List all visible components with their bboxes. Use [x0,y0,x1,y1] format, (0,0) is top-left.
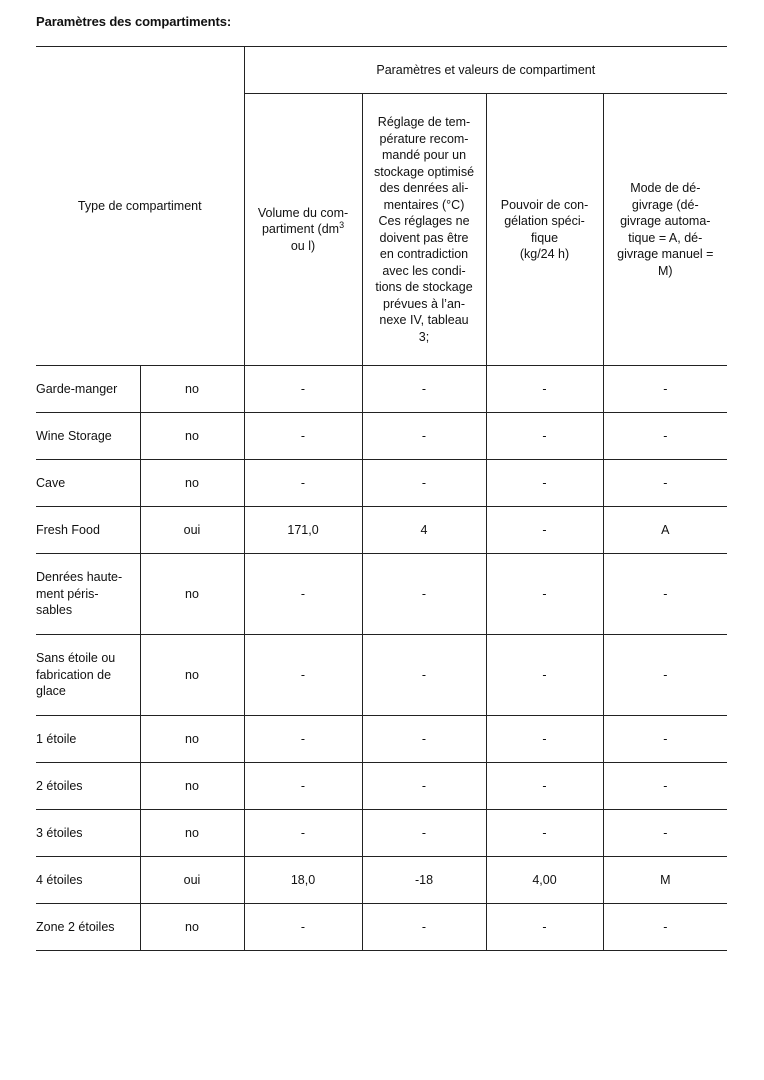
table-body [36,366,727,951]
cell-compartment-type: Garde-manger [36,366,140,413]
cell-defrost-mode: - [603,460,727,507]
cell-defrost-mode: A [603,507,727,554]
table-row [36,366,727,413]
cell-present: no [140,460,244,507]
table-row [36,810,727,857]
cell-freezing-capacity: - [486,507,603,554]
cell-freezing-capacity: - [486,554,603,635]
header-freezing-capacity: Pouvoir de con- gélation spéci- fique (kg/24 h) [486,94,603,366]
cell-freezing-capacity: - [486,460,603,507]
cell-temperature: -18 [362,857,486,904]
cell-temperature: - [362,366,486,413]
cell-freezing-capacity: - [486,810,603,857]
cell-defrost-mode: - [603,413,727,460]
cell-temperature: 4 [362,507,486,554]
table-row [36,857,727,904]
cell-freezing-capacity: 4,00 [486,857,603,904]
cell-defrost-mode: - [603,716,727,763]
cell-compartment-type: Denrées haute- ment péris- sables [36,554,140,635]
cell-present: no [140,366,244,413]
cell-temperature: - [362,904,486,951]
cell-defrost-mode: - [603,635,727,716]
cell-defrost-mode: - [603,904,727,951]
table-row [36,763,727,810]
header-parameters-group: Paramètres et valeurs de compartiment [244,47,727,94]
table-row [36,904,727,951]
cell-volume: - [244,460,362,507]
cell-temperature: - [362,810,486,857]
cell-volume: - [244,763,362,810]
cell-freezing-capacity: - [486,635,603,716]
cell-temperature: - [362,460,486,507]
cell-temperature: - [362,554,486,635]
cell-volume: - [244,810,362,857]
cell-defrost-mode: - [603,810,727,857]
cell-temperature: - [362,763,486,810]
cell-volume: - [244,635,362,716]
cell-volume: 18,0 [244,857,362,904]
cell-defrost-mode: - [603,366,727,413]
table-row [36,635,727,716]
cell-volume: 171,0 [244,507,362,554]
cell-present: no [140,763,244,810]
cell-compartment-type: Sans étoile ou fabrication de glace [36,635,140,716]
table-row [36,507,727,554]
cell-present: no [140,554,244,635]
cell-temperature: - [362,413,486,460]
cell-volume: - [244,366,362,413]
cell-defrost-mode: M [603,857,727,904]
cell-freezing-capacity: - [486,366,603,413]
cell-volume: - [244,554,362,635]
cell-compartment-type: Fresh Food [36,507,140,554]
cell-present: no [140,716,244,763]
table-row [36,413,727,460]
cell-temperature: - [362,635,486,716]
cell-present: oui [140,507,244,554]
cell-present: no [140,635,244,716]
cell-freezing-capacity: - [486,904,603,951]
header-temperature: Réglage de tem- pérature recom- mandé pour un stockage optimisé des denrées ali- mentaires (°C) Ces réglages ne doivent pas être en contradiction avec les condi- tions de stockage prévues à l’an- nexe IV, tableau 3; [362,94,486,366]
cell-present: no [140,810,244,857]
header-volume-unit: ou l) [290,238,316,253]
cell-volume: - [244,904,362,951]
header-volume [244,94,362,366]
cell-defrost-mode: - [603,763,727,810]
header-volume-exponent: 3 [339,220,345,231]
cell-compartment-type: 2 étoiles [36,763,140,810]
compartment-parameters-table [36,46,727,951]
cell-present: oui [140,857,244,904]
cell-compartment-type: Cave [36,460,140,507]
cell-compartment-type: Wine Storage [36,413,140,460]
cell-present: no [140,904,244,951]
cell-defrost-mode: - [603,554,727,635]
cell-compartment-type: 3 étoiles [36,810,140,857]
header-volume-text: Volume du com- partiment (dm [257,205,349,237]
cell-volume: - [244,716,362,763]
cell-freezing-capacity: - [486,413,603,460]
header-defrost-mode: Mode de dé- givrage (dé- givrage automa- tique = A, dé- givrage manuel = M) [603,94,727,366]
cell-freezing-capacity: - [486,716,603,763]
cell-compartment-type: Zone 2 étoiles [36,904,140,951]
cell-volume: - [244,413,362,460]
cell-present: no [140,413,244,460]
table-row [36,716,727,763]
table-row [36,554,727,635]
cell-compartment-type: 1 étoile [36,716,140,763]
header-compartment-type: Type de compartiment [36,47,244,366]
table-row [36,460,727,507]
cell-temperature: - [362,716,486,763]
cell-freezing-capacity: - [486,763,603,810]
section-title: Paramètres des compartiments: [36,14,232,29]
cell-compartment-type: 4 étoiles [36,857,140,904]
